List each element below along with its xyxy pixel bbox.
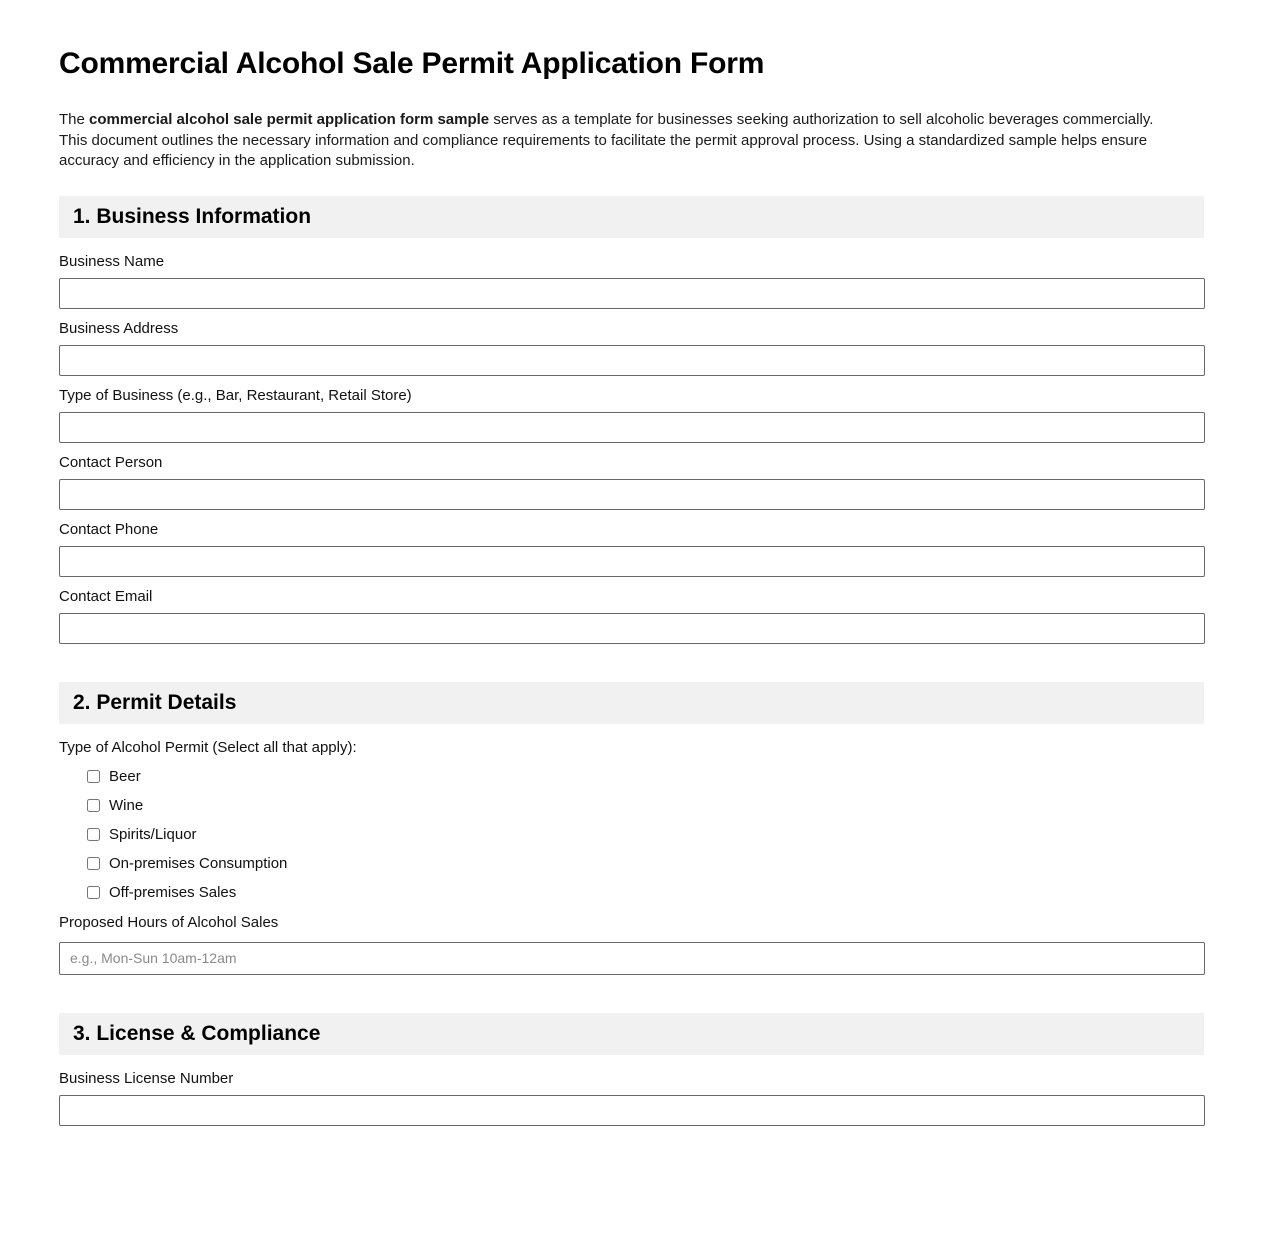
- field-business-license-number: [59, 1069, 1204, 1126]
- input-contact-email[interactable]: [59, 613, 1205, 644]
- input-contact-phone[interactable]: [59, 546, 1205, 577]
- label-business-name: Business Name: [59, 252, 165, 270]
- input-type-of-business[interactable]: [59, 412, 1205, 443]
- input-contact-person[interactable]: [59, 479, 1205, 510]
- section-title-license-compliance: 3. License & Compliance: [73, 1022, 321, 1045]
- page-title: Commercial Alcohol Sale Permit Application Form: [59, 47, 765, 80]
- field-contact-person: [59, 453, 1204, 510]
- field-proposed-hours: [59, 913, 1204, 975]
- section-title-business-information: 1. Business Information: [73, 205, 312, 228]
- checkbox-label-wine: Wine: [109, 796, 144, 814]
- label-contact-phone: Contact Phone: [59, 520, 159, 538]
- label-business-license-number: Business License Number: [59, 1069, 234, 1087]
- checkbox-wine[interactable]: [87, 799, 100, 812]
- intro-bold-phrase: commercial alcohol sale permit application form sample: [89, 111, 490, 128]
- checkbox-row-spirits-liquor[interactable]: [87, 826, 1204, 843]
- field-contact-phone: [59, 520, 1204, 577]
- label-type-of-alcohol-permit: Type of Alcohol Permit (Select all that apply):: [59, 738, 357, 756]
- label-contact-email: Contact Email: [59, 587, 153, 605]
- checkbox-row-wine[interactable]: [87, 797, 1204, 814]
- section-title-permit-details: 2. Permit Details: [73, 691, 237, 714]
- field-contact-email: [59, 587, 1204, 644]
- intro-lead: The: [59, 111, 90, 128]
- field-business-name: [59, 252, 1204, 309]
- intro-rest: serves as a template for businesses seeking authorization to sell alcoholic beverages commercially. This document outlines the necessary information and compliance requirements to facilitate the permit approval process. Using a standardized sample helps ensure accuracy and efficiency in the application submission.: [59, 111, 1154, 169]
- checkbox-row-off-premises-sales[interactable]: [87, 884, 1204, 901]
- checkbox-label-spirits-liquor: Spirits/Liquor: [109, 825, 197, 843]
- input-business-name[interactable]: [59, 278, 1205, 309]
- checkbox-beer[interactable]: [87, 770, 100, 783]
- section-header-business-information: [59, 196, 1204, 238]
- label-proposed-hours: Proposed Hours of Alcohol Sales: [59, 913, 279, 931]
- checkbox-on-premises-consumption[interactable]: [87, 857, 100, 870]
- checkbox-label-on-premises-consumption: On-premises Consumption: [109, 854, 288, 872]
- input-business-address[interactable]: [59, 345, 1205, 376]
- checkbox-spirits-liquor[interactable]: [87, 828, 100, 841]
- checkbox-off-premises-sales[interactable]: [87, 886, 100, 899]
- checkbox-label-off-premises-sales: Off-premises Sales: [109, 883, 237, 901]
- label-business-address: Business Address: [59, 319, 179, 337]
- checkbox-row-on-premises-consumption[interactable]: [87, 855, 1204, 872]
- section-header-license-compliance: [59, 1013, 1204, 1055]
- checkbox-row-beer[interactable]: [87, 768, 1204, 785]
- field-business-address: [59, 319, 1204, 376]
- field-type-of-business: [59, 386, 1204, 443]
- label-contact-person: Contact Person: [59, 453, 163, 471]
- intro-paragraph: [59, 110, 1185, 172]
- input-business-license-number[interactable]: [59, 1095, 1205, 1126]
- input-proposed-hours[interactable]: [59, 942, 1205, 975]
- label-type-of-business: Type of Business (e.g., Bar, Restaurant, Retail Store): [59, 386, 412, 404]
- checkbox-label-beer: Beer: [109, 767, 141, 785]
- section-header-permit-details: [59, 682, 1204, 724]
